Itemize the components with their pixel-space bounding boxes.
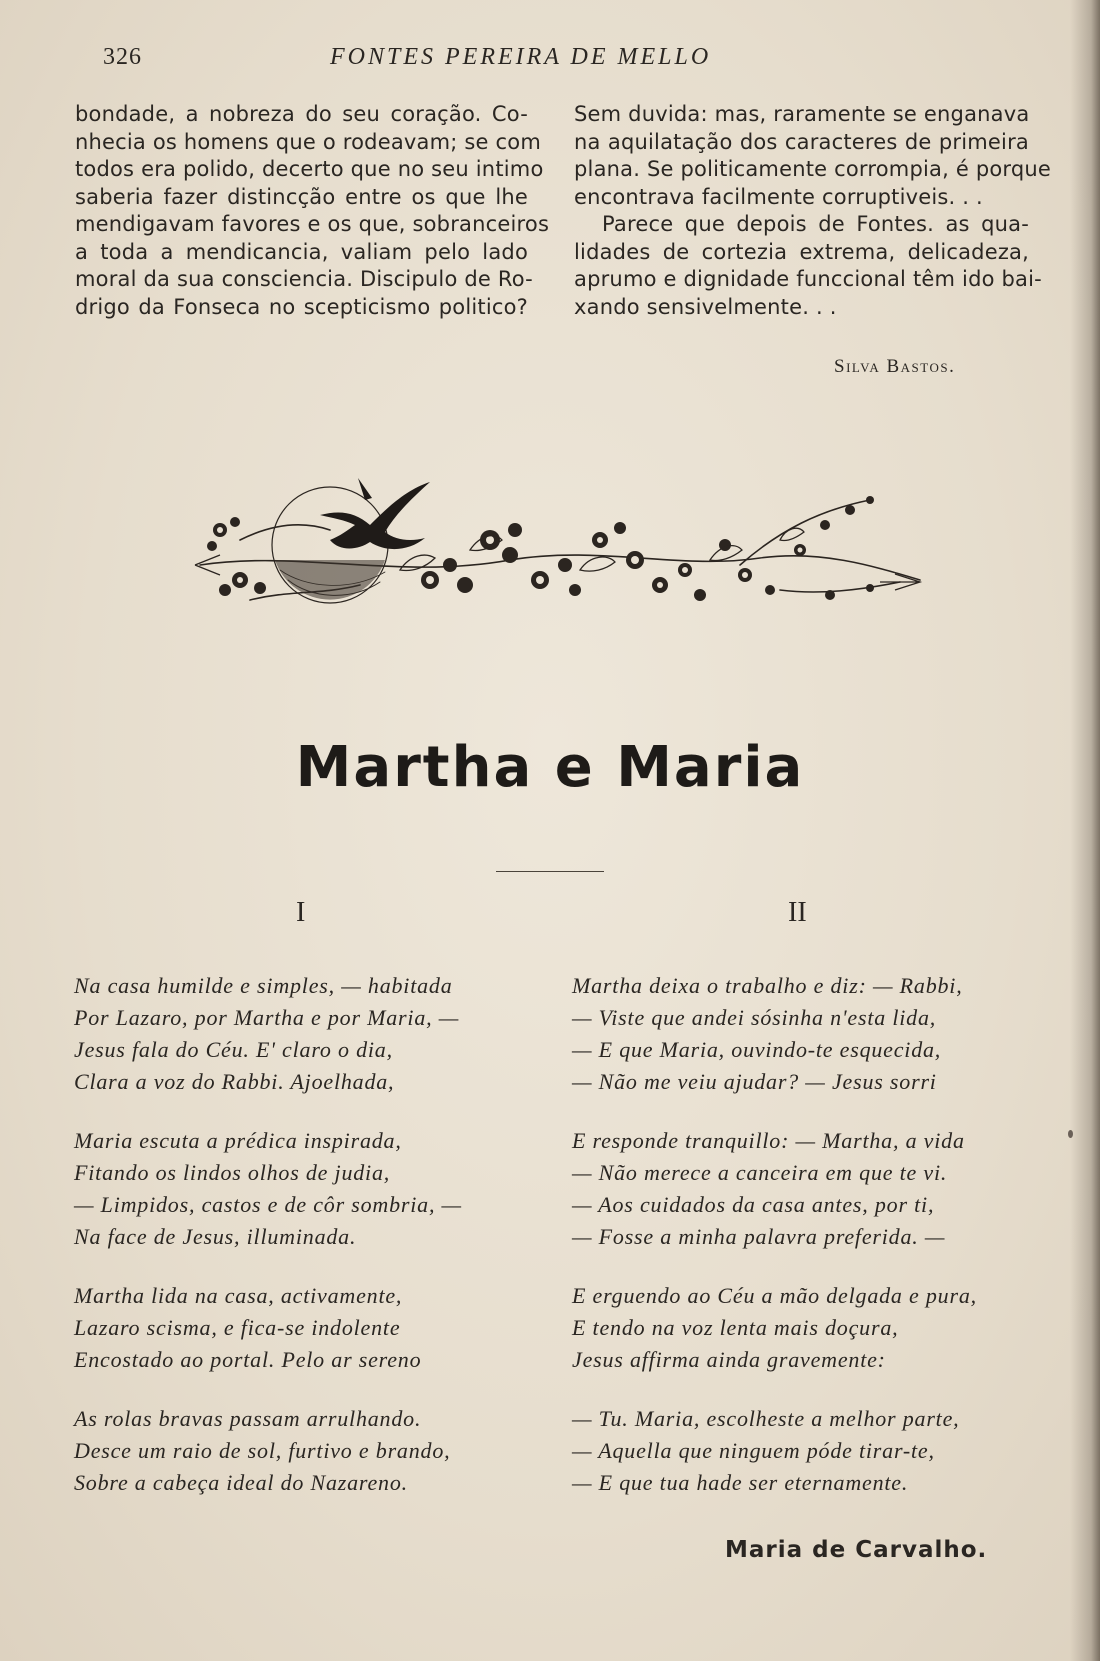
verse: Martha deixa o trabalho e diz: — Rabbi, xyxy=(572,973,963,998)
prose-line: drigo da Fonseca no scepticismo politico? xyxy=(75,294,528,319)
poem-part-1 xyxy=(74,970,544,1526)
verse: E responde tranquillo: — Martha, a vida xyxy=(572,1128,965,1153)
title-rule xyxy=(496,871,604,872)
verse: Jesus fala do Céu. E' claro o dia, xyxy=(74,1037,393,1062)
prose-line: na aquilatação dos caracteres de primeira xyxy=(574,129,1029,154)
prose-line: xando sensivelmente. . . xyxy=(574,294,837,319)
prose-line: lidades de cortezia extrema, delicadeza, xyxy=(574,239,1029,264)
prose-column-left xyxy=(75,101,550,321)
page-number: 326 xyxy=(103,44,142,70)
verse: — Aquella que ninguem póde tirar-te, xyxy=(572,1438,935,1463)
verse: — E que Maria, ouvindo-te esquecida, xyxy=(572,1037,942,1062)
stanza xyxy=(572,970,1042,1098)
running-title: FONTES PEREIRA DE MELLO xyxy=(330,44,712,70)
verse: — Não merece a canceira em que te vi. xyxy=(572,1160,948,1185)
paper-speck xyxy=(1068,1130,1073,1138)
verse: Encostado ao portal. Pelo ar sereno xyxy=(74,1347,422,1372)
verse: Desce um raio de sol, furtivo e brando, xyxy=(74,1438,451,1463)
prose-column-right xyxy=(574,101,1052,321)
running-head xyxy=(0,44,1100,80)
verse: Na casa humilde e simples, — habitada xyxy=(74,973,453,998)
prose-line: encontrava facilmente corruptiveis. . . xyxy=(574,184,983,209)
prose-line: plana. Se politicamente corrompia, é porque xyxy=(574,157,1052,181)
prose-line: saberia fazer distincção entre os que lhe xyxy=(75,184,528,209)
verse: Na face de Jesus, illuminada. xyxy=(74,1224,357,1249)
verse: Clara a voz do Rabbi. Ajoelhada, xyxy=(74,1069,395,1094)
stanza xyxy=(74,1403,544,1499)
prose-line: bondade, a nobreza do seu coração. Co- xyxy=(75,102,528,126)
verse: As rolas bravas passam arrulhando. xyxy=(74,1406,422,1431)
poem-author: Maria de Carvalho. xyxy=(725,1537,988,1563)
poem-title: Martha e Maria xyxy=(295,735,805,800)
verse: — Aos cuidados da casa antes, por ti, xyxy=(572,1192,935,1217)
verse: — Fosse a minha palavra preferida. — xyxy=(572,1224,946,1249)
verse: Lazaro scisma, e fica-se indolente xyxy=(74,1315,401,1340)
verse: Maria escuta a prédica inspirada, xyxy=(74,1128,402,1153)
prose-line: Parece que depois de Fontes. as qua- xyxy=(602,212,1029,236)
page-edge-shadow xyxy=(1070,0,1100,1661)
prose-signature: Silva Bastos. xyxy=(834,356,956,377)
verse: — Tu. Maria, escolheste a melhor parte, xyxy=(572,1406,960,1431)
stanza xyxy=(74,1125,544,1253)
stanza xyxy=(572,1125,1042,1253)
stanza xyxy=(74,1280,544,1376)
verse: E tendo na voz lenta mais doçura, xyxy=(572,1315,899,1340)
prose-line: todos era polido, decerto que no seu intimo xyxy=(75,157,544,181)
swallow-and-flowers-vignette-icon xyxy=(180,470,930,640)
prose-line: mendigavam favores e os que, sobranceiros xyxy=(75,212,550,236)
verse: Jesus affirma ainda gravemente: xyxy=(572,1347,886,1372)
verse: — E que tua hade ser eternamente. xyxy=(572,1470,909,1495)
verse: Fitando os lindos olhos de judia, xyxy=(74,1160,391,1185)
prose-line: Sem duvida: mas, raramente se enganava xyxy=(574,102,1030,126)
prose-line: moral da sua consciencia. Discipulo de Ro- xyxy=(75,267,533,291)
section-number-1: I xyxy=(296,897,306,928)
prose-line: nhecia os homens que o rodeavam; se com xyxy=(75,129,541,154)
verse: — Viste que andei sósinha n'esta lida, xyxy=(572,1005,937,1030)
stanza xyxy=(572,1280,1042,1376)
prose-line: a toda a mendicancia, valiam pelo lado xyxy=(75,239,528,264)
section-number-2: II xyxy=(788,897,807,928)
verse: Martha lida na casa, activamente, xyxy=(74,1283,403,1308)
prose-line: aprumo e dignidade funccional têm ido bai- xyxy=(574,267,1042,291)
poem-part-2 xyxy=(572,970,1042,1526)
stanza xyxy=(74,970,544,1098)
verse: — Limpidos, castos e de côr sombria, — xyxy=(74,1192,462,1217)
stanza xyxy=(572,1403,1042,1499)
verse: E erguendo ao Céu a mão delgada e pura, xyxy=(572,1283,977,1308)
verse: Por Lazaro, por Martha e por Maria, — xyxy=(74,1005,460,1030)
verse: — Não me veiu ajudar? — Jesus sorri xyxy=(572,1069,937,1094)
verse: Sobre a cabeça ideal do Nazareno. xyxy=(74,1470,408,1495)
